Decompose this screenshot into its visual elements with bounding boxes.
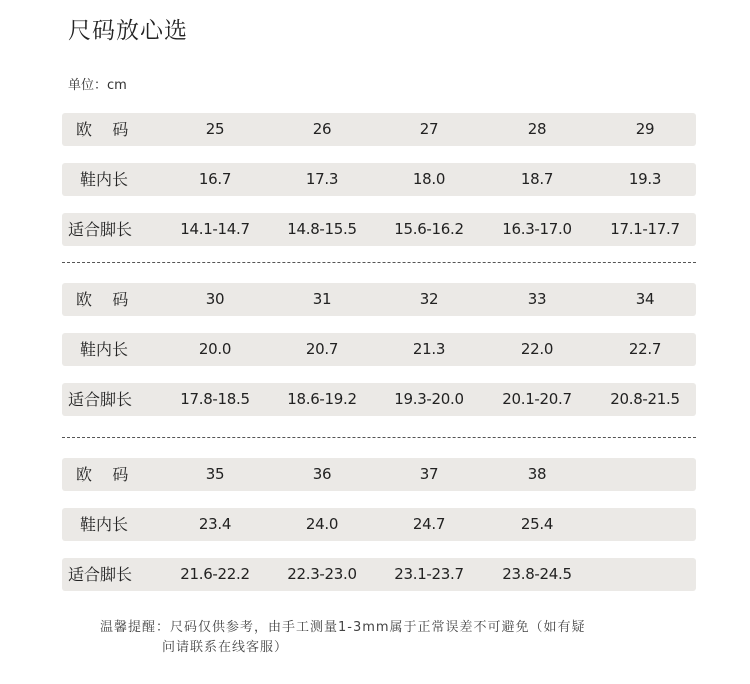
row-label-fit: 适合脚长	[68, 390, 133, 409]
size-cell: 34	[635, 290, 655, 308]
size-cell: 33	[527, 290, 547, 308]
size-row-fit	[62, 213, 696, 246]
size-cell: 17.8-18.5	[180, 390, 250, 408]
size-cell: 15.6-16.2	[394, 220, 464, 238]
size-cell: 29	[635, 120, 655, 138]
size-row-eu	[62, 458, 696, 491]
size-cell: 22.3-23.0	[287, 565, 357, 583]
row-label-eu: 欧 码	[76, 465, 129, 484]
size-cell: 24.0	[305, 515, 339, 533]
size-cell: 20.1-20.7	[502, 390, 572, 408]
row-label-inner: 鞋内长	[80, 515, 129, 534]
size-cell: 23.8-24.5	[502, 565, 572, 583]
size-cell: 16.7	[198, 170, 232, 188]
size-cell: 30	[205, 290, 225, 308]
size-cell: 25.4	[520, 515, 554, 533]
unit-label: 单位：cm	[68, 78, 127, 93]
reminder-line-2: 问请联系在线客服）	[162, 640, 289, 655]
size-cell: 22.7	[628, 340, 662, 358]
size-cell: 25	[205, 120, 225, 138]
size-cell: 22.0	[520, 340, 554, 358]
size-row-fit	[62, 383, 696, 416]
reminder-note	[100, 618, 700, 658]
size-cell: 23.1-23.7	[394, 565, 464, 583]
size-cell: 21.6-22.2	[180, 565, 250, 583]
size-cell: 26	[312, 120, 332, 138]
size-row-eu	[62, 283, 696, 316]
row-label-eu: 欧 码	[76, 290, 129, 309]
size-cell: 23.4	[198, 515, 232, 533]
size-cell: 14.8-15.5	[287, 220, 357, 238]
reminder-line-1: 温馨提醒：尺码仅供参考，由手工测量1-3mm属于正常误差不可避免（如有疑	[100, 620, 586, 635]
size-row-inner	[62, 508, 696, 541]
size-cell: 19.3	[628, 170, 662, 188]
size-row-inner	[62, 333, 696, 366]
size-cell: 17.3	[305, 170, 339, 188]
size-cell: 24.7	[412, 515, 446, 533]
row-label-fit: 适合脚长	[68, 220, 133, 239]
group-divider	[62, 437, 696, 438]
size-cell: 18.0	[412, 170, 446, 188]
size-cell: 18.7	[520, 170, 554, 188]
row-label-inner: 鞋内长	[80, 340, 129, 359]
size-cell: 32	[419, 290, 439, 308]
page-title: 尺码放心选	[68, 18, 188, 44]
size-cell: 21.3	[412, 340, 446, 358]
row-label-fit: 适合脚长	[68, 565, 133, 584]
size-cell: 28	[527, 120, 547, 138]
size-cell: 37	[419, 465, 439, 483]
size-cell: 16.3-17.0	[502, 220, 572, 238]
size-cell: 20.7	[305, 340, 339, 358]
group-divider	[62, 262, 696, 263]
row-label-eu: 欧 码	[76, 120, 129, 139]
size-cell: 14.1-14.7	[180, 220, 250, 238]
size-cell: 17.1-17.7	[610, 220, 680, 238]
size-row-fit	[62, 558, 696, 591]
size-cell: 19.3-20.0	[394, 390, 464, 408]
size-cell: 35	[205, 465, 225, 483]
size-row-inner	[62, 163, 696, 196]
size-cell: 20.0	[198, 340, 232, 358]
row-label-inner: 鞋内长	[80, 170, 129, 189]
size-cell: 31	[312, 290, 332, 308]
size-cell: 27	[419, 120, 439, 138]
size-row-eu	[62, 113, 696, 146]
size-cell: 18.6-19.2	[287, 390, 357, 408]
size-cell: 36	[312, 465, 332, 483]
size-cell: 38	[527, 465, 547, 483]
size-cell: 20.8-21.5	[610, 390, 680, 408]
